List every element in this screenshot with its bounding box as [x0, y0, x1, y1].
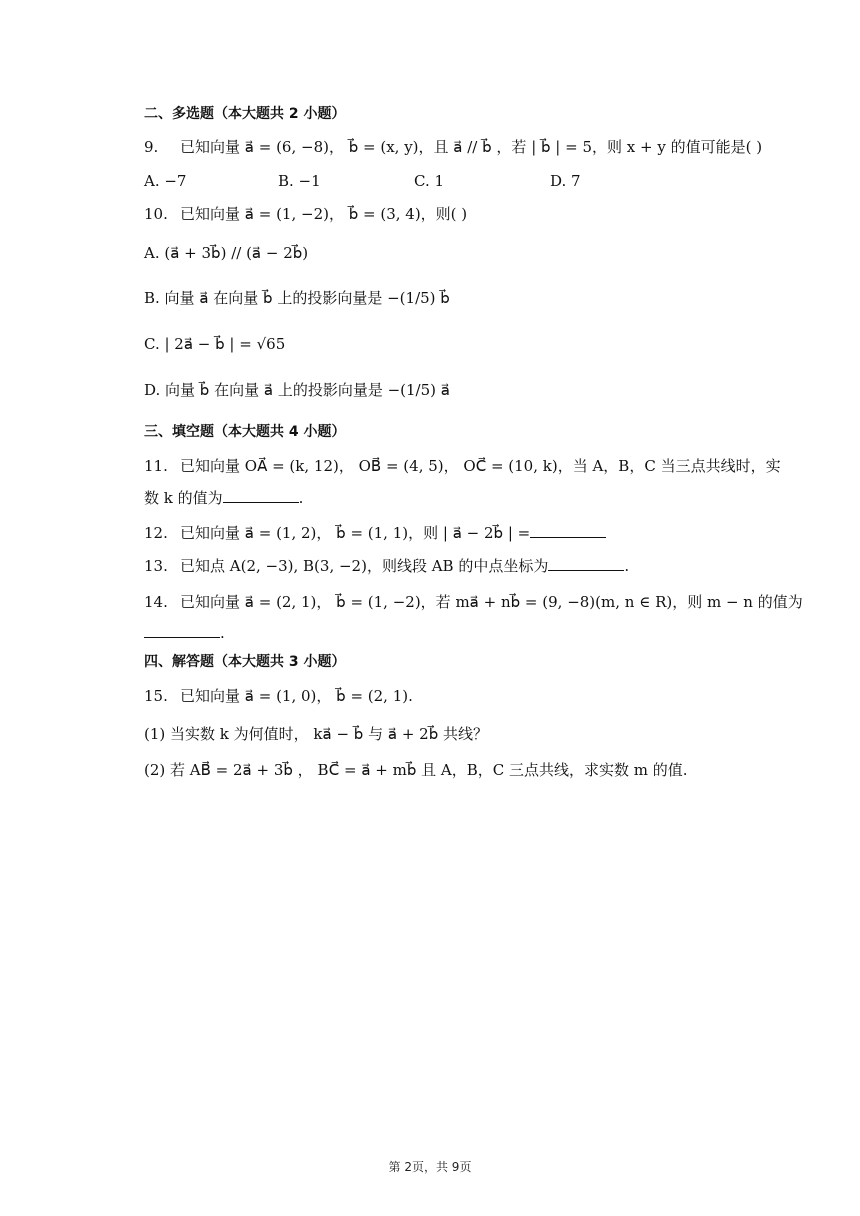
question-11	[144, 455, 781, 477]
question-number: 15.	[144, 687, 168, 705]
option-b: B. −1	[278, 172, 321, 190]
page-footer: 第 2页，共 9页	[388, 1160, 472, 1174]
answer-blank	[548, 556, 624, 571]
question-text-line1: 已知向量 OA⃗ = (k, 12)， OB⃗ = (4, 5)， OC⃗ = (10, k)，当 A，B，C 当三点共线时，实	[180, 457, 781, 475]
question-number: 14.	[144, 593, 168, 611]
question-11-line2: 数 k 的值为 .	[144, 489, 304, 507]
question-12	[144, 522, 764, 544]
question-14-blank-line: .	[144, 622, 764, 644]
question-text: 已知向量 a⃗ = (1, −2)， b⃗ = (3, 4)，则( )	[180, 205, 468, 223]
question-10	[144, 203, 764, 225]
answer-blank	[223, 488, 299, 503]
question-9-options	[144, 170, 764, 192]
question-9	[144, 136, 764, 158]
question-10-option-a: A. (a⃗ + 3b⃗) // (a⃗ − 2b⃗)	[144, 244, 309, 262]
answer-blank	[144, 623, 220, 638]
question-number: 13.	[144, 557, 168, 575]
question-15-part-2: (2) 若 AB⃗ = 2a⃗ + 3b⃗ ， BC⃗ = a⃗ + mb⃗ 且 A，B，C 三点共线，求实数 m 的值.	[144, 761, 688, 779]
option-d: D. 7	[550, 172, 581, 190]
question-text: 已知向量 a⃗ = (6, −8)， b⃗ = (x, y)，且 a⃗ // b⃗ ，若 | b⃗ | = 5，则 x + y 的值可能是( )	[180, 138, 763, 156]
option-c: C. 1	[414, 172, 445, 190]
question-text: 已知向量 a⃗ = (1, 2)， b⃗ = (1, 1)，则 | a⃗ − 2b⃗ | =	[180, 524, 531, 542]
question-text: 已知向量 a⃗ = (2, 1)， b⃗ = (1, −2)，若 ma⃗ + nb⃗ = (9, −8)(m, n ∈ R)，则 m − n 的值为	[180, 593, 803, 611]
question-number: 9.	[144, 138, 159, 156]
option-a: A. −7	[144, 172, 187, 190]
question-number: 12.	[144, 524, 168, 542]
section-title-fill-blank: 三、填空题（本大题共 4 小题）	[144, 424, 346, 440]
question-10-option-d: D. 向量 b⃗ 在向量 a⃗ 上的投影向量是 −(1/5) a⃗	[144, 381, 450, 399]
question-number: 11.	[144, 457, 168, 475]
question-10-option-c: C. | 2a⃗ − b⃗ | = √65	[144, 335, 286, 353]
question-15	[144, 685, 764, 707]
section-title-multi-choice: 二、多选题（本大题共 2 小题）	[144, 106, 346, 122]
question-text: 已知点 A(2, −3), B(3, −2)，则线段 AB 的中点坐标为	[180, 557, 549, 575]
question-15-part-1: (1) 当实数 k 为何值时， ka⃗ − b⃗ 与 a⃗ + 2b⃗ 共线？	[144, 725, 488, 743]
question-number: 10.	[144, 205, 168, 223]
answer-blank	[530, 523, 606, 538]
question-text-line2: 数 k 的值为	[144, 489, 223, 507]
question-10-option-b: B. 向量 a⃗ 在向量 b⃗ 上的投影向量是 −(1/5) b⃗	[144, 289, 450, 307]
question-14	[144, 591, 803, 613]
question-13: 13. 已知点 A(2, −3), B(3, −2)，则线段 AB 的中点坐标为 .	[144, 557, 630, 575]
question-text: 已知向量 a⃗ = (1, 0)， b⃗ = (2, 1).	[180, 687, 413, 705]
section-title-solve: 四、解答题（本大题共 3 小题）	[144, 654, 346, 670]
